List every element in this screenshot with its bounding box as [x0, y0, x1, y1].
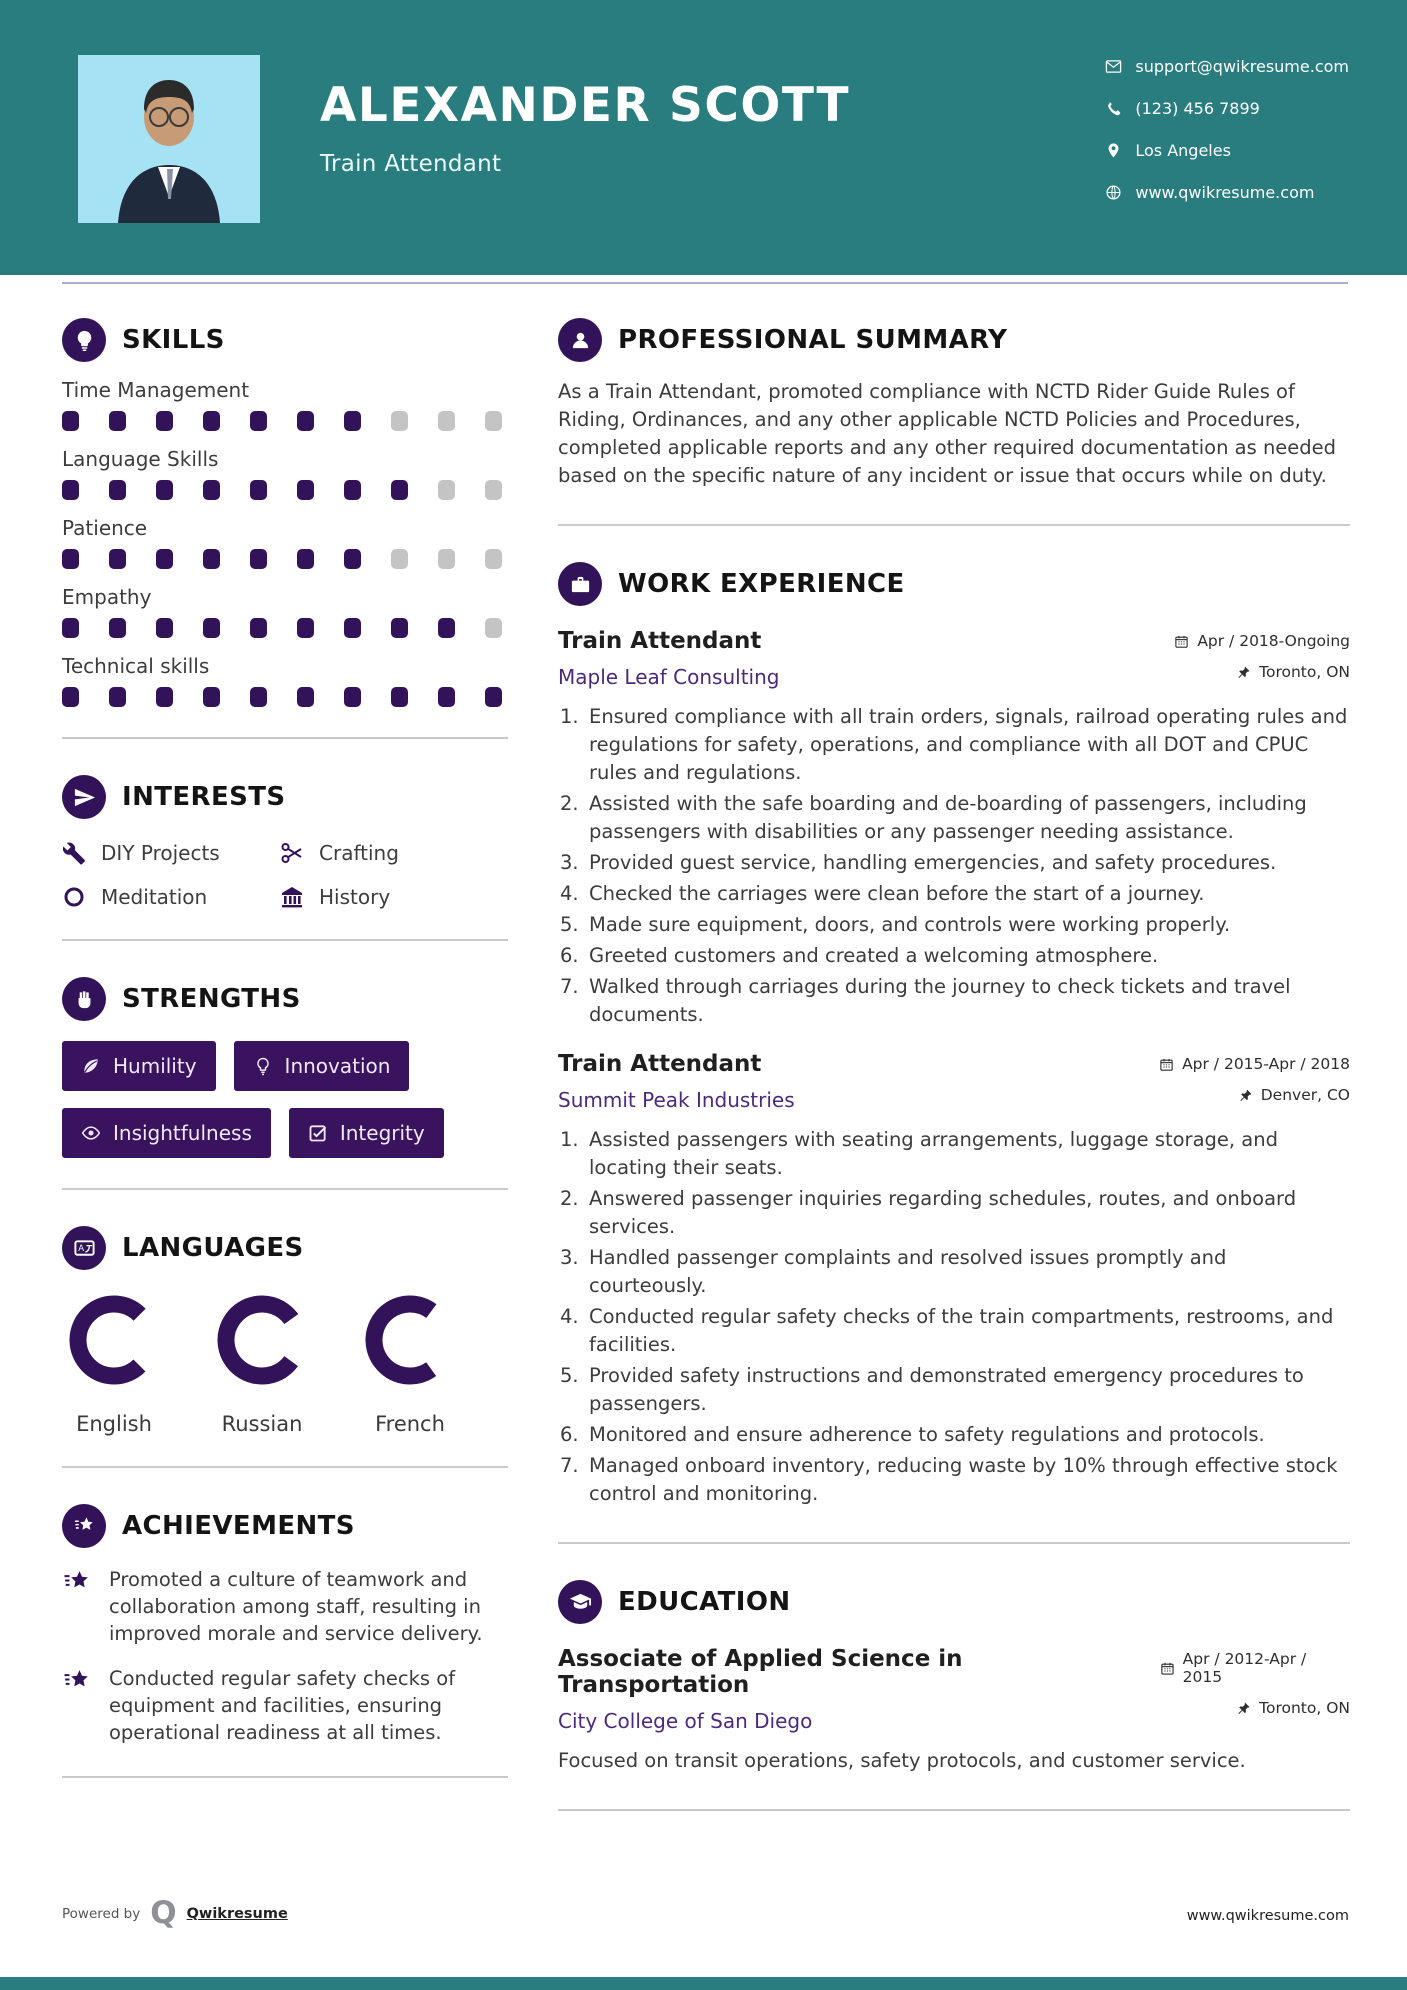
- calendar-icon: [1174, 634, 1189, 649]
- skill-item: [62, 516, 508, 569]
- rating-dot: [344, 687, 361, 707]
- section-title: EDUCATION: [618, 1587, 791, 1617]
- person-icon: [558, 318, 602, 362]
- section-title: LANGUAGES: [122, 1233, 304, 1263]
- rating-dot: [391, 411, 408, 431]
- section-title: INTERESTS: [122, 782, 286, 812]
- job-company: Summit Peak Industries: [558, 1088, 795, 1112]
- calendar-icon: [1159, 1057, 1174, 1072]
- job-bullet: Assisted passengers with seating arrangements, luggage storage, and locating their seats.: [589, 1128, 1278, 1179]
- shooting-star-icon: [62, 1665, 92, 1746]
- rating-dot: [485, 687, 502, 707]
- section-title: PROFESSIONAL SUMMARY: [618, 325, 1008, 355]
- skill-item: [62, 654, 508, 707]
- experience-heading: [558, 562, 1350, 606]
- strength-badge: [289, 1108, 444, 1158]
- contact-text: www.qwikresume.com: [1135, 182, 1315, 202]
- job-bullet-list: [558, 703, 1350, 1029]
- rating-dot: [391, 549, 408, 569]
- rating-dot: [438, 549, 455, 569]
- rating-dot: [156, 618, 173, 638]
- language-ring-chart: [210, 1288, 314, 1392]
- summary-text: As a Train Attendant, promoted compliance with NCTD Rider Guide Rules of Riding, Ordinances, and any other applicable NCTD Policies and Procedures, completed applicable reports and any other required documentation as needed based on the specific nature of any incident or issue that occurs while on duty.: [558, 380, 1337, 487]
- bottom-teal-bar: [0, 1977, 1407, 1990]
- section-title: STRENGTHS: [122, 984, 301, 1014]
- divider: [558, 524, 1350, 526]
- job-bullet: Ensured compliance with all train orders, signals, railroad operating rules and regulations for safety, operations, and compliance with all DOT and CPUC rules and regulations.: [589, 705, 1348, 784]
- education-heading: [558, 1580, 1350, 1624]
- job-header: [558, 1051, 1350, 1112]
- languages-heading: [62, 1226, 508, 1270]
- leaf-icon: [81, 1056, 101, 1076]
- contact-list: [1105, 52, 1349, 220]
- rating-dot: [250, 549, 267, 569]
- interest-item: [62, 841, 280, 865]
- rating-dot: [485, 618, 502, 638]
- job-entry: [558, 628, 1350, 1029]
- job-bullet: Handled passenger complaints and resolved issues promptly and courteously.: [589, 1246, 1227, 1297]
- skill-item: [62, 447, 508, 500]
- skill-label: Technical skills: [62, 654, 210, 678]
- strength-badge: [62, 1108, 271, 1158]
- divider: [558, 1809, 1350, 1811]
- identity-block: [320, 78, 850, 177]
- job-title: Train Attendant: [558, 628, 762, 654]
- interests-heading: [62, 775, 508, 819]
- summary-heading: [558, 318, 1350, 362]
- circle-icon: [62, 885, 86, 909]
- job-dates: Apr / 2015-Apr / 2018: [1159, 1055, 1350, 1073]
- rating-dot: [62, 411, 79, 431]
- divider: [62, 1776, 508, 1778]
- education-description: Focused on transit operations, safety protocols, and customer service.: [558, 1749, 1246, 1772]
- rating-dot: [391, 687, 408, 707]
- envelope-icon: [1105, 58, 1122, 75]
- job-bullet: Answered passenger inquiries regarding schedules, routes, and onboard services.: [589, 1187, 1297, 1238]
- rating-dot: [109, 618, 126, 638]
- interest-label: Crafting: [319, 841, 399, 865]
- rating-dot: [156, 549, 173, 569]
- degree-title: Associate of Applied Science in Transportation: [558, 1646, 963, 1698]
- translate-icon: [62, 1226, 106, 1270]
- strength-label: Humility: [113, 1054, 197, 1078]
- person-name: ALEXANDER SCOTT: [320, 78, 851, 133]
- pushpin-icon: [1238, 1088, 1253, 1103]
- rating-dot: [485, 411, 502, 431]
- skill-label: Language Skills: [62, 447, 219, 471]
- pushpin-icon: [1236, 1701, 1251, 1716]
- fist-icon: [62, 977, 106, 1021]
- achievement-item: [62, 1665, 508, 1746]
- contact-text: (123) 456 7899: [1135, 98, 1260, 118]
- wrench-icon: [62, 841, 86, 865]
- achievements-heading: [62, 1504, 508, 1548]
- rating-dot: [203, 411, 220, 431]
- skill-label: Empathy: [62, 585, 152, 609]
- job-bullet: Managed onboard inventory, reducing waste by 10% through effective stock control and monitoring.: [589, 1454, 1338, 1505]
- interests-section: [62, 775, 508, 909]
- rating-dot: [344, 480, 361, 500]
- section-title: SKILLS: [122, 325, 225, 355]
- rating-dot: [344, 549, 361, 569]
- job-bullet-list: [558, 1126, 1350, 1508]
- rating-dot: [156, 411, 173, 431]
- strength-badge: [62, 1041, 216, 1091]
- summary-section: [558, 318, 1350, 490]
- strength-label: Insightfulness: [113, 1121, 252, 1145]
- achievement-item: [62, 1566, 508, 1647]
- rating-dot: [344, 411, 361, 431]
- language-label: Russian: [221, 1412, 303, 1436]
- interest-label: Meditation: [101, 885, 208, 909]
- language-item: [210, 1288, 314, 1436]
- section-title: ACHIEVEMENTS: [122, 1511, 355, 1541]
- skills-section: [62, 318, 508, 707]
- rating-dot: [109, 549, 126, 569]
- pushpin-icon: [1236, 665, 1251, 680]
- skill-label: Patience: [62, 516, 148, 540]
- rating-dot: [156, 687, 173, 707]
- globe-icon: [1105, 184, 1122, 201]
- strengths-heading: [62, 977, 508, 1021]
- rating-dot: [297, 687, 314, 707]
- contact-text: Los Angeles: [1135, 140, 1231, 160]
- skill-item: [62, 378, 508, 431]
- rating-dot: [203, 687, 220, 707]
- rating-dot: [250, 687, 267, 707]
- language-ring-chart: [358, 1288, 462, 1392]
- achievement-text: Promoted a culture of teamwork and collaboration among staff, resulting in improved morale and service delivery.: [109, 1568, 483, 1645]
- strength-label: Integrity: [339, 1121, 425, 1145]
- rating-dot: [391, 480, 408, 500]
- contact-row[interactable]: [1105, 52, 1349, 80]
- interests-grid: [62, 841, 508, 909]
- avatar: [78, 55, 260, 223]
- museum-icon: [280, 885, 304, 909]
- rating-dot: [297, 411, 314, 431]
- rating-dot: [250, 480, 267, 500]
- skills-rows: [62, 378, 508, 707]
- job-bullet: Assisted with the safe boarding and de-boarding of passengers, including passengers with disabilities or any passenger needing assistance.: [589, 792, 1307, 843]
- rating-dot: [156, 480, 173, 500]
- paper-plane-icon: [62, 775, 106, 819]
- education-entry: [558, 1646, 1350, 1775]
- job-list: [558, 628, 1350, 1508]
- section-title: WORK EXPERIENCE: [618, 569, 905, 599]
- language-label: French: [375, 1412, 445, 1436]
- rating-dot: [62, 549, 79, 569]
- bulb-icon: [62, 318, 106, 362]
- divider: [558, 1542, 1350, 1544]
- job-header: [558, 628, 1350, 689]
- person-title: Train Attendant: [320, 151, 502, 177]
- skill-rating: [62, 411, 508, 431]
- divider: [62, 737, 508, 739]
- qwikresume-logo: Q: [150, 1895, 177, 1931]
- job-entry: [558, 1051, 1350, 1508]
- job-bullet: Made sure equipment, doors, and controls were working properly.: [589, 913, 1231, 936]
- language-item: [62, 1288, 166, 1436]
- language-ring-chart: [62, 1288, 166, 1392]
- rating-dot: [109, 411, 126, 431]
- rating-dot: [438, 480, 455, 500]
- eye-icon: [81, 1123, 101, 1143]
- profile-photo: [78, 55, 260, 223]
- strength-badges: [62, 1041, 508, 1158]
- rating-dot: [203, 549, 220, 569]
- interest-label: History: [319, 885, 391, 909]
- skill-label: Time Management: [62, 378, 250, 402]
- bulb-outline-icon: [253, 1056, 273, 1076]
- job-dates: Apr / 2018-Ongoing: [1174, 632, 1350, 650]
- briefcase-icon: [558, 562, 602, 606]
- divider: [62, 939, 508, 941]
- job-bullet: Greeted customers and created a welcoming atmosphere.: [589, 944, 1159, 967]
- job-bullet: Checked the carriages were clean before the start of a journey.: [589, 882, 1205, 905]
- powered-by-label: Powered by: [62, 1905, 141, 1922]
- divider: [62, 1188, 508, 1190]
- qwikresume-link[interactable]: Qwikresume: [186, 1905, 288, 1922]
- job-bullet: Conducted regular safety checks of the train compartments, restrooms, and facilities.: [589, 1305, 1334, 1356]
- job-meta: [1159, 1051, 1350, 1104]
- rating-dot: [62, 480, 79, 500]
- job-company: Maple Leaf Consulting: [558, 665, 780, 689]
- contact-row[interactable]: [1105, 94, 1349, 122]
- header-underline: [62, 282, 1348, 284]
- education-section: [558, 1580, 1350, 1775]
- rating-dot: [297, 618, 314, 638]
- education-location: Toronto, ON: [1236, 1699, 1350, 1717]
- scissors-icon: [280, 841, 304, 865]
- strengths-section: [62, 977, 508, 1158]
- job-title: Train Attendant: [558, 1051, 762, 1077]
- contact-row[interactable]: [1105, 178, 1349, 206]
- language-rings: [62, 1288, 508, 1436]
- location-pin-icon: [1105, 142, 1122, 159]
- calendar-icon: [1160, 1661, 1175, 1676]
- interest-item: [280, 841, 508, 865]
- job-location: Denver, CO: [1238, 1086, 1350, 1104]
- rating-dot: [250, 411, 267, 431]
- main-column: [558, 318, 1350, 1847]
- contact-row: [1105, 136, 1349, 164]
- rating-dot: [297, 549, 314, 569]
- skill-rating: [62, 687, 508, 707]
- checkbox-icon: [308, 1123, 328, 1143]
- job-bullet: Provided safety instructions and demonstrated emergency procedures to passengers.: [589, 1364, 1304, 1415]
- interest-label: DIY Projects: [101, 841, 220, 865]
- job-meta: [1174, 628, 1350, 681]
- languages-section: [62, 1226, 508, 1436]
- skills-heading: [62, 318, 508, 362]
- education-dates: Apr / 2012-Apr / 2015: [1160, 1650, 1350, 1686]
- rating-dot: [391, 618, 408, 638]
- job-location: Toronto, ON: [1236, 663, 1350, 681]
- language-item: [358, 1288, 462, 1436]
- achievement-text: Conducted regular safety checks of equipment and facilities, ensuring operational readiness at all times.: [109, 1667, 456, 1744]
- skill-rating: [62, 618, 508, 638]
- rating-dot: [62, 687, 79, 707]
- sidebar: [62, 318, 508, 1814]
- graduation-cap-icon: [558, 1580, 602, 1624]
- interest-item: [62, 885, 280, 909]
- header: [0, 0, 1407, 275]
- shooting-star-icon: [62, 1566, 92, 1647]
- job-bullet: Monitored and ensure adherence to safety regulations and protocols.: [589, 1423, 1265, 1446]
- school-name: City College of San Diego: [558, 1709, 813, 1733]
- rating-dot: [438, 687, 455, 707]
- divider: [62, 1466, 508, 1468]
- experience-section: [558, 562, 1350, 1508]
- rating-dot: [109, 480, 126, 500]
- achievements-section: [62, 1504, 508, 1746]
- interest-item: [280, 885, 508, 909]
- rating-dot: [203, 480, 220, 500]
- rating-dot: [485, 480, 502, 500]
- rating-dot: [297, 480, 314, 500]
- rating-dot: [438, 411, 455, 431]
- footer-powered-by: [62, 1895, 288, 1931]
- rating-dot: [438, 618, 455, 638]
- footer-website: www.qwikresume.com: [1186, 1908, 1349, 1924]
- job-bullet: Provided guest service, handling emergencies, and safety procedures.: [589, 851, 1277, 874]
- job-bullet: Walked through carriages during the journey to check tickets and travel documents.: [589, 975, 1291, 1026]
- contact-text: support@qwikresume.com: [1135, 56, 1349, 76]
- shooting-star-icon: [62, 1504, 106, 1548]
- phone-icon: [1105, 100, 1122, 117]
- achievement-list: [62, 1566, 508, 1746]
- rating-dot: [250, 618, 267, 638]
- rating-dot: [62, 618, 79, 638]
- strength-badge: [234, 1041, 410, 1091]
- rating-dot: [203, 618, 220, 638]
- strength-label: Innovation: [284, 1054, 391, 1078]
- skill-rating: [62, 549, 508, 569]
- skill-rating: [62, 480, 508, 500]
- skill-item: [62, 585, 508, 638]
- svg-text:A: A: [77, 1243, 84, 1254]
- rating-dot: [344, 618, 361, 638]
- rating-dot: [485, 549, 502, 569]
- rating-dot: [109, 687, 126, 707]
- language-label: English: [76, 1412, 152, 1436]
